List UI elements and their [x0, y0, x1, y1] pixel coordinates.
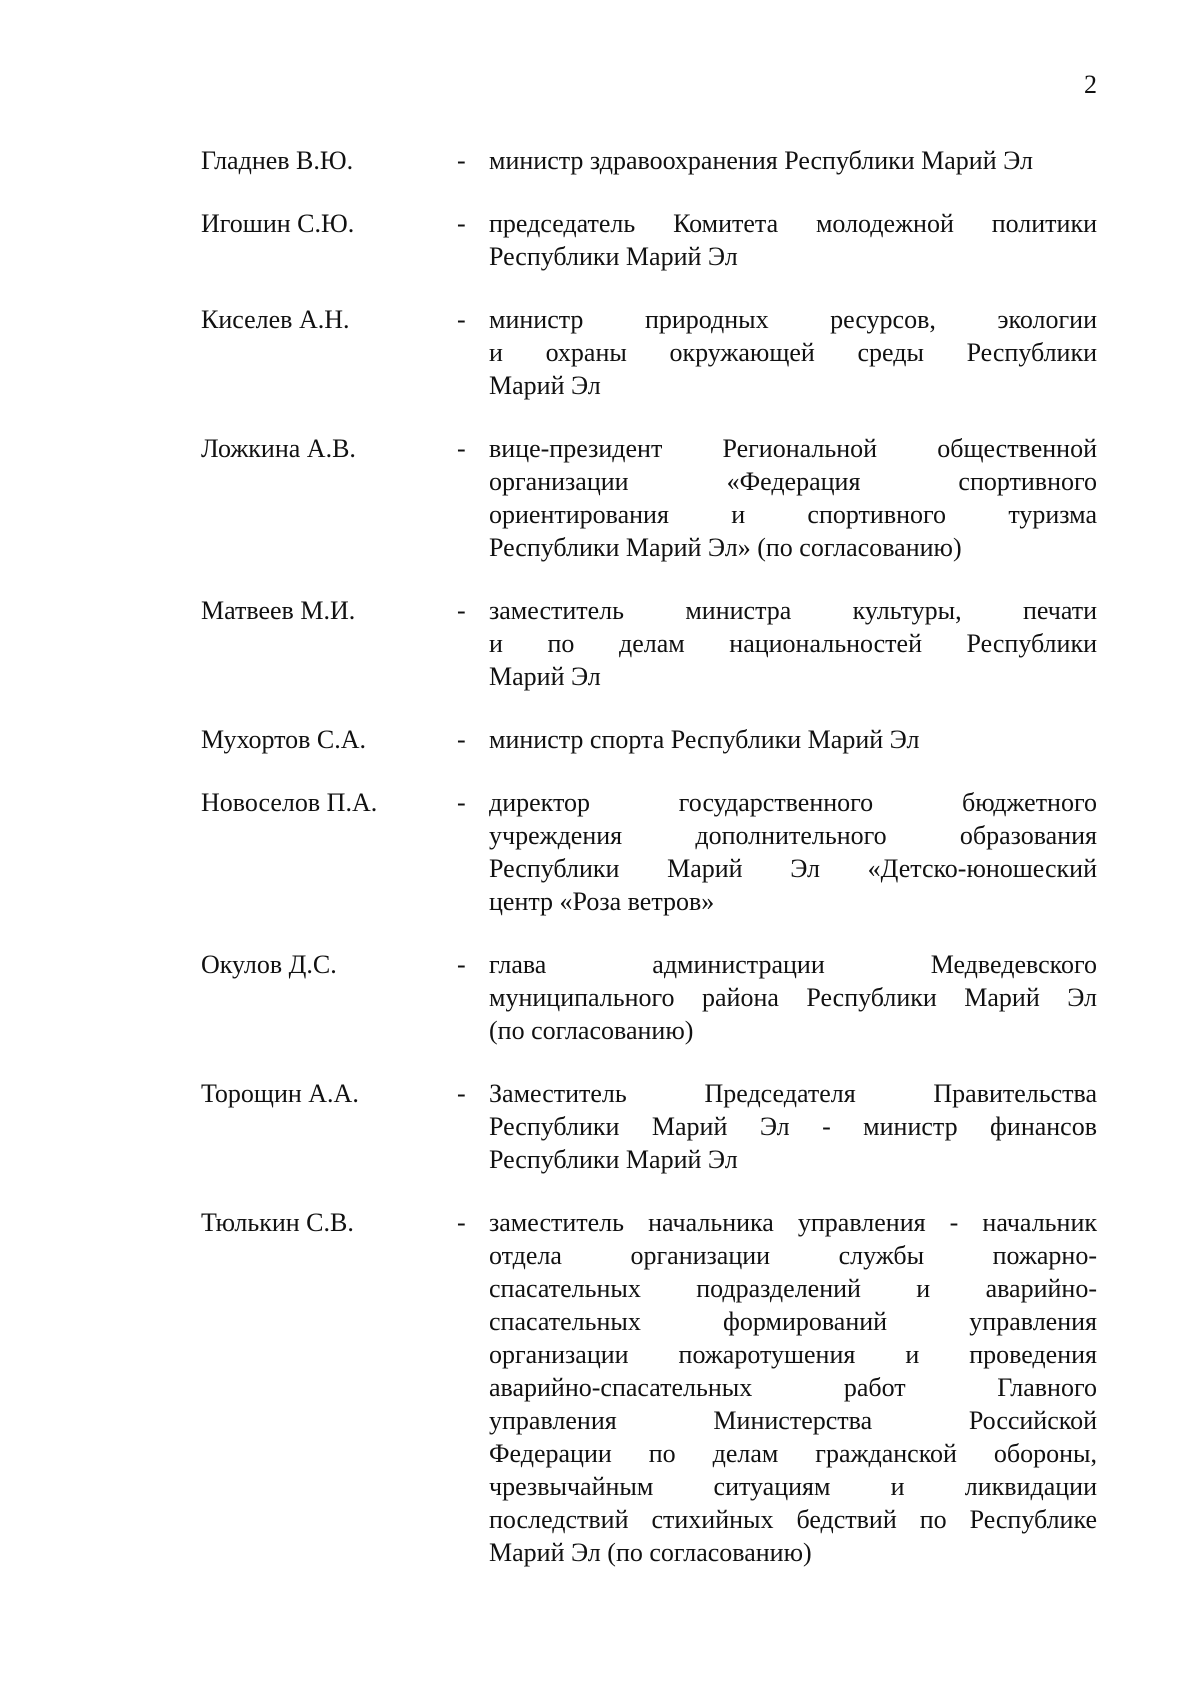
dash-separator: - [457, 146, 466, 175]
role-line: центр «Роза ветров» [489, 887, 715, 916]
role-line: Заместитель Председателя Правительства [489, 1079, 1097, 1108]
role-line: председатель Комитета молодежной политики [489, 209, 1097, 238]
member-name: Новоселов П.А. [201, 788, 378, 817]
role-line: вице-президент Региональной общественной [489, 434, 1097, 463]
member-role [489, 1077, 1097, 1176]
member-name: Мухортов С.А. [201, 725, 367, 754]
member-name: Игошин С.Ю. [201, 209, 355, 238]
dash-separator: - [457, 596, 466, 625]
role-line: Республики Марий Эл [489, 1145, 738, 1174]
dash-separator: - [457, 305, 466, 334]
role-line: спасательных подразделений и аварийно- [489, 1274, 1097, 1303]
member-role [489, 948, 1097, 1047]
roster-row [201, 723, 1097, 756]
role-line: заместитель министра культуры, печати [489, 596, 1097, 625]
role-line: муниципального района Республики Марий Эл [489, 983, 1097, 1012]
member-roster [201, 144, 1097, 1599]
role-line: Марий Эл [489, 662, 601, 691]
role-line: заместитель начальника управления - начальник [489, 1208, 1097, 1237]
role-line: Республики Марий Эл - министр финансов [489, 1112, 1097, 1141]
role-line: (по согласованию) [489, 1016, 694, 1045]
role-line: министр здравоохранения Республики Марий Эл [489, 146, 1033, 175]
member-role [489, 303, 1097, 402]
role-line: глава администрации Медведевского [489, 950, 1097, 979]
role-line: учреждения дополнительного образования [489, 821, 1097, 850]
page-number: 2 [1084, 70, 1097, 99]
role-line: Республики Марий Эл» (по согласованию) [489, 533, 962, 562]
role-line: организации пожаротушения и проведения [489, 1340, 1097, 1369]
roster-row [201, 948, 1097, 1047]
role-line: Республики Марий Эл «Детско-юношеский [489, 854, 1097, 883]
member-role [489, 207, 1097, 273]
member-name: Гладнев В.Ю. [201, 146, 354, 175]
role-line: отдела организации службы пожарно- [489, 1241, 1097, 1270]
roster-row [201, 1077, 1097, 1176]
role-line: и по делам национальностей Республики [489, 629, 1097, 658]
roster-row [201, 303, 1097, 402]
roster-row [201, 207, 1097, 273]
role-line: министр природных ресурсов, экологии [489, 305, 1097, 334]
member-role [489, 786, 1097, 918]
role-line: министр спорта Республики Марий Эл [489, 725, 920, 754]
roster-row [201, 432, 1097, 564]
member-name: Матвеев М.И. [201, 596, 356, 625]
dash-separator: - [457, 1079, 466, 1108]
role-line: чрезвычайным ситуациям и ликвидации [489, 1472, 1097, 1501]
member-role [489, 1206, 1097, 1569]
dash-separator: - [457, 1208, 466, 1237]
role-line: Марий Эл (по согласованию) [489, 1538, 812, 1567]
member-name: Ложкина А.В. [201, 434, 356, 463]
role-line: Марий Эл [489, 371, 601, 400]
member-role [489, 144, 1097, 177]
role-line: директор государственного бюджетного [489, 788, 1097, 817]
member-role [489, 432, 1097, 564]
role-line: спасательных формирований управления [489, 1307, 1097, 1336]
role-line: Республики Марий Эл [489, 242, 738, 271]
roster-row [201, 594, 1097, 693]
role-line: организации «Федерация спортивного [489, 467, 1097, 496]
dash-separator: - [457, 950, 466, 979]
role-line: аварийно-спасательных работ Главного [489, 1373, 1097, 1402]
role-line: последствий стихийных бедствий по Республике [489, 1505, 1097, 1534]
role-line: управления Министерства Российской [489, 1406, 1097, 1435]
roster-row [201, 786, 1097, 918]
roster-row [201, 1206, 1097, 1569]
dash-separator: - [457, 209, 466, 238]
roster-row [201, 144, 1097, 177]
dash-separator: - [457, 434, 466, 463]
member-role [489, 594, 1097, 693]
member-name: Торощин А.А. [201, 1079, 359, 1108]
role-line: Федерации по делам гражданской обороны, [489, 1439, 1097, 1468]
dash-separator: - [457, 788, 466, 817]
role-line: ориентирования и спортивного туризма [489, 500, 1097, 529]
member-name: Киселев А.Н. [201, 305, 350, 334]
role-line: и охраны окружающей среды Республики [489, 338, 1097, 367]
dash-separator: - [457, 725, 466, 754]
member-name: Тюлькин С.В. [201, 1208, 354, 1237]
member-name: Окулов Д.С. [201, 950, 337, 979]
member-role [489, 723, 1097, 756]
